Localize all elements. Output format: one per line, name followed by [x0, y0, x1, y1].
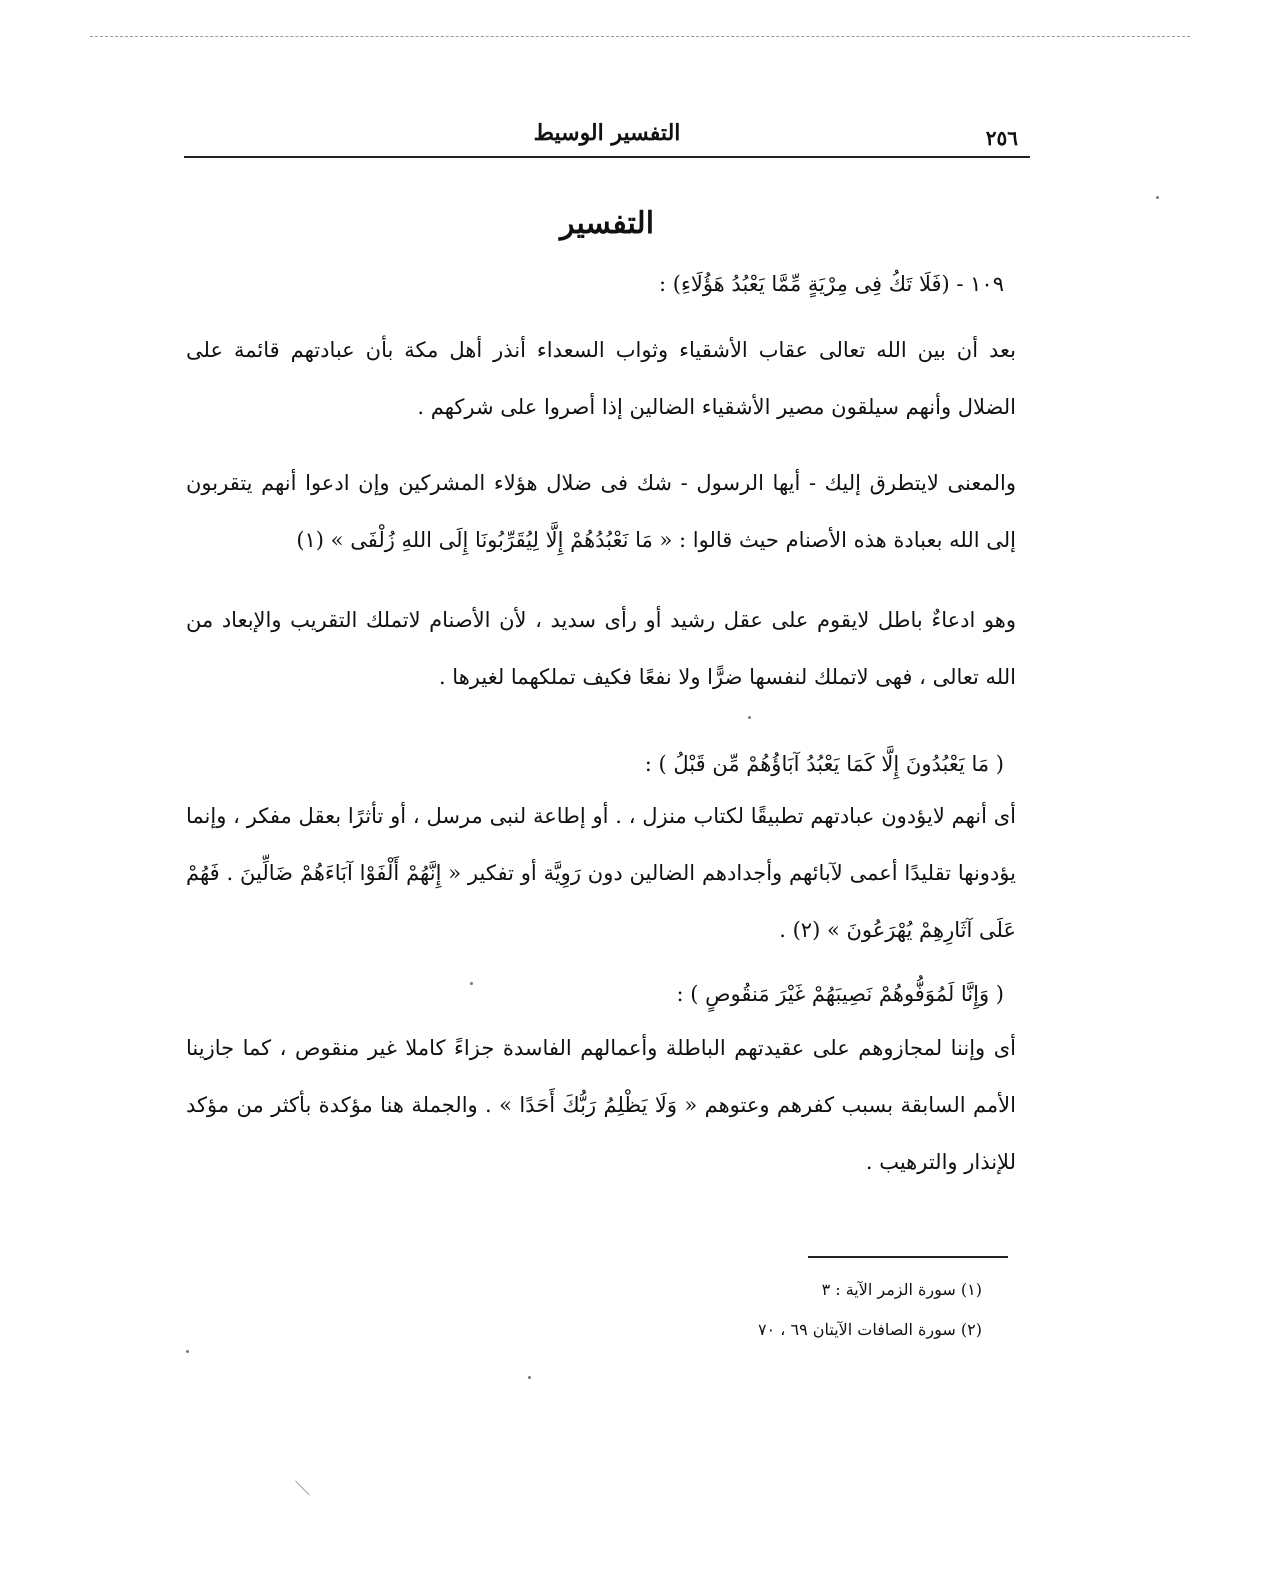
- footnote-divider: [808, 1256, 1008, 1258]
- footnote: (١) سورة الزمر الآية : ٣: [821, 1280, 982, 1299]
- paragraph: بعد أن بين الله تعالى عقاب الأشقياء وثواب السعداء أنذر أهل مكة بأن عبادتهم قائمة على الضلال وأنهم سيلقون مصير الأشقياء الضالين إذا أصروا على شركهم .: [186, 338, 1016, 419]
- paragraph: والمعنى لايتطرق إليك - أيها الرسول - شك فى ضلال هؤلاء المشركين وإن ادعوا أنهم يتقربون إلى الله بعبادة هذه الأصنام حيث قالوا : « مَا نَعْبُدُهُمْ إِلَّا لِيُقَرِّبُونَا إِلَى اللهِ زُلْفَى » (١): [186, 471, 1016, 552]
- scan-speck: [186, 1350, 189, 1353]
- book-title: التفسير الوسيط: [533, 120, 681, 146]
- scan-edge-line: [90, 36, 1190, 37]
- footnote: (٢) سورة الصافات الآيتان ٦٩ ، ٧٠: [757, 1320, 982, 1339]
- running-header: [184, 118, 1030, 158]
- page-number: ٢٥٦: [985, 126, 1018, 150]
- paragraph: وهو ادعاءٌ باطل لايقوم على عقل رشيد أو رأى سديد ، لأن الأصنام لاتملك التقريب والإبعاد من الله تعالى ، فهى لاتملك لنفسها ضرًّا ولا نفعًا فكيف تملكهما لغيرها .: [186, 608, 1016, 689]
- scan-speck: [748, 716, 751, 719]
- scan-speck: [470, 982, 473, 985]
- scan-mark: [295, 1481, 310, 1496]
- paragraph: أى أنهم لايؤدون عبادتهم تطبيقًا لكتاب منزل ، . أو إطاعة لنبى مرسل ، أو تأثرًا بعقل مفكر ، وإنما يؤدونها تقليدًا أعمى لآبائهم وأجدادهم الضالين دون رَوِيَّة أو تفكير « إِنَّهُمْ أَلْفَوْا آبَاءَهُمْ ضَالِّينَ . فَهُمْ عَلَى آثَارِهِمْ يُهْرَعُونَ » (٢) .: [186, 804, 1016, 942]
- verse-heading: ( وَإِنَّا لَمُوَفُّوهُمْ نَصِيبَهُمْ غَيْرَ مَنقُوصٍ ) :: [676, 982, 1004, 1006]
- paragraph: أى وإننا لمجازوهم على عقيدتهم الباطلة وأعمالهم الفاسدة جزاءً كاملا غير منقوص ، كما جازينا الأمم السابقة بسبب كفرهم وعتوهم « وَلَا يَظْلِمُ رَبُّكَ أَحَدًا » . والجملة هنا مؤكدة بأكثر من مؤكد للإنذار والترهيب .: [186, 1036, 1016, 1174]
- section-title: التفسير: [559, 206, 655, 241]
- scan-speck: [528, 1376, 531, 1379]
- verse-heading: ١٠٩ - (فَلَا تَكُ فِى مِرْيَةٍ مِّمَّا يَعْبُدُ هَؤُلَاءِ) :: [659, 272, 1004, 296]
- scan-speck: [1156, 196, 1159, 199]
- verse-heading: ( مَا يَعْبُدُونَ إِلَّا كَمَا يَعْبُدُ آبَاؤُهُمْ مِّن قَبْلُ ) :: [644, 752, 1004, 776]
